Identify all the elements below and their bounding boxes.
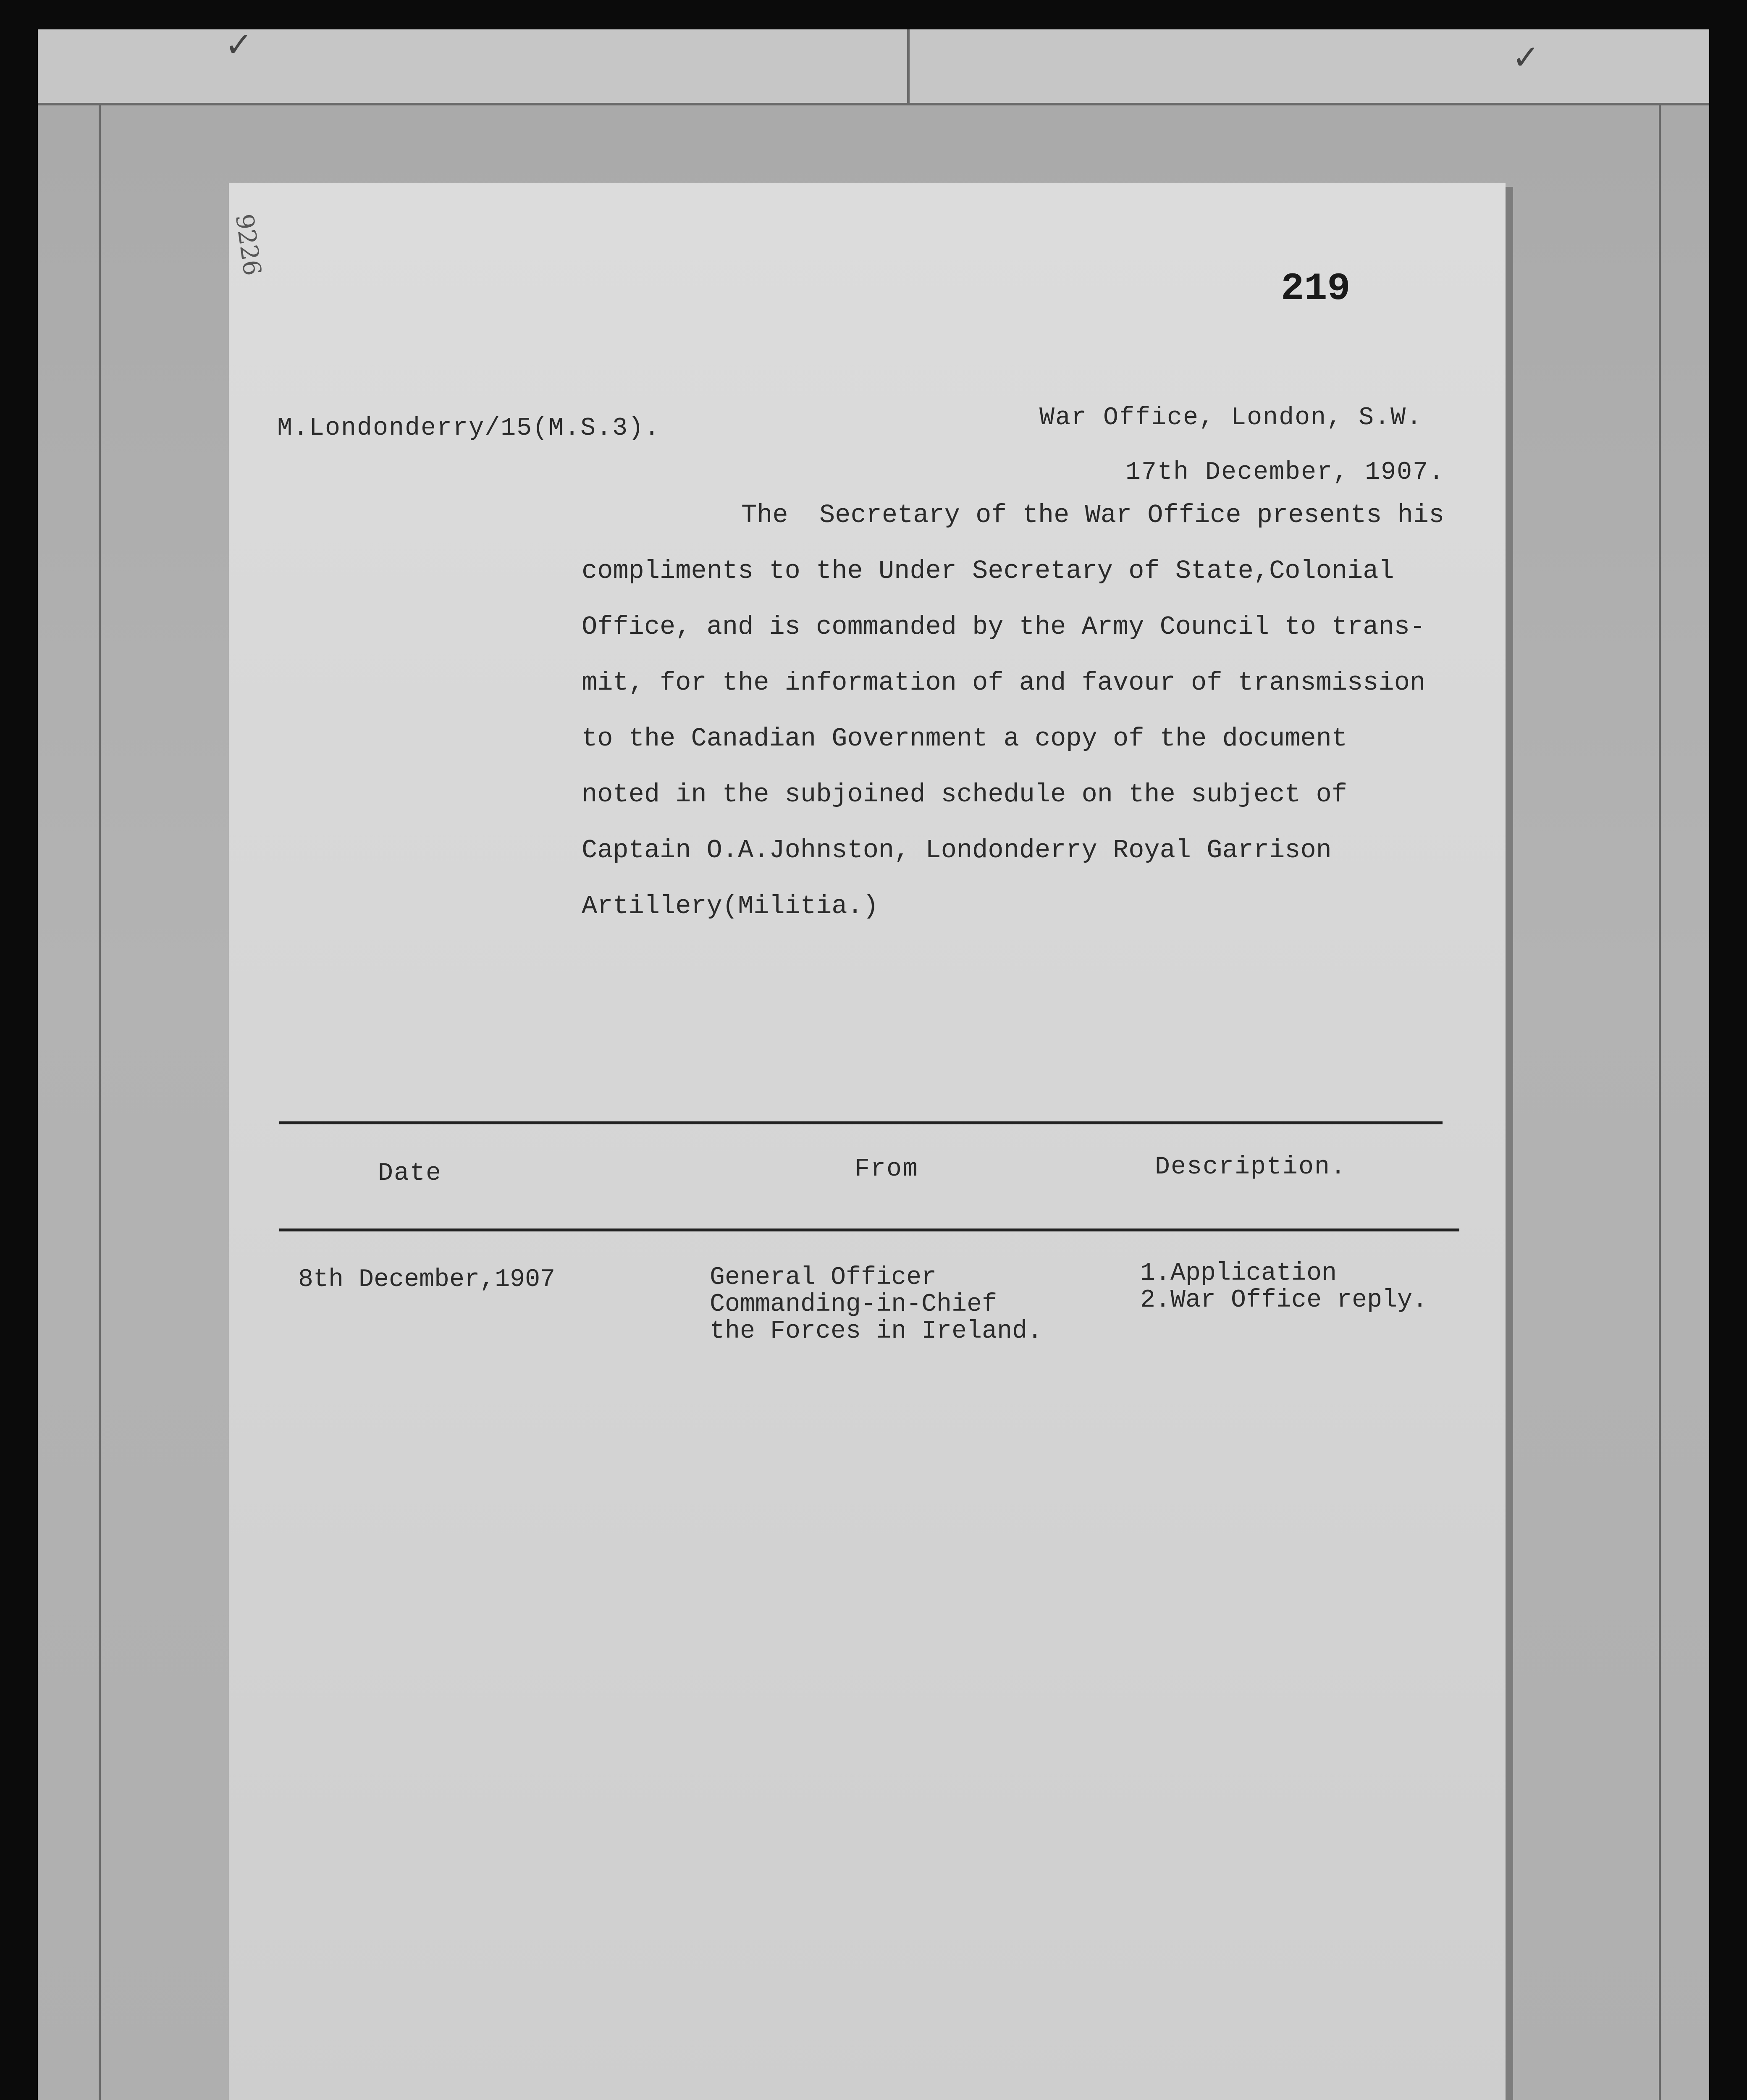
pencil-note: 9226 <box>230 212 267 278</box>
body-line: Office, and is commanded by the Army Council to trans- <box>582 612 1426 642</box>
reference-number: M.Londonderry/15(M.S.3). <box>277 414 661 443</box>
schedule-row-from <box>710 1264 1042 1345</box>
body-line: Artillery(Militia.) <box>582 891 879 921</box>
mount-divider-top <box>907 29 910 105</box>
mount-fold-line <box>38 103 1709 105</box>
body-line: Captain O.A.Johnston, Londonderry Royal Garrison <box>582 835 1332 865</box>
from-line: Commanding-in-Chief <box>710 1290 997 1319</box>
description-line: 2.War Office reply. <box>1140 1286 1428 1315</box>
mount-board-top-strip <box>38 29 1709 105</box>
body-line: The Secretary of the War Office presents his <box>741 500 1445 530</box>
schedule-header-from: From <box>855 1155 919 1184</box>
document-page <box>229 183 1506 2100</box>
body-line: mit, for the information of and favour of transmission <box>582 668 1426 698</box>
schedule-header-description: Description. <box>1155 1153 1347 1181</box>
description-line: 1.Application <box>1140 1259 1337 1288</box>
letter-body <box>582 487 1443 934</box>
body-line: to the Canadian Government a copy of the document <box>582 724 1348 753</box>
schedule-header-rule <box>279 1228 1459 1231</box>
page-number: 219 <box>1281 267 1351 311</box>
mount-left-rule <box>99 105 101 2100</box>
schedule-row-date: 8th December,1907 <box>298 1265 556 1294</box>
schedule-row-description <box>1140 1260 1427 1314</box>
sender-address: War Office, London, S.W. <box>1039 404 1423 432</box>
letter-date: 17th December, 1907. <box>1125 458 1445 487</box>
mount-right-rule <box>1659 105 1661 2100</box>
body-line: compliments to the Under Secretary of State,Colonial <box>582 556 1394 586</box>
from-line: General Officer <box>710 1263 937 1292</box>
check-mark-left-icon: ✓ <box>225 25 253 64</box>
check-mark-right-icon: ✓ <box>1512 38 1540 77</box>
schedule-top-rule <box>279 1121 1443 1124</box>
from-line: the Forces in Ireland. <box>710 1317 1043 1346</box>
body-line: noted in the subjoined schedule on the subject of <box>582 780 1348 809</box>
schedule-header-date: Date <box>378 1159 442 1188</box>
